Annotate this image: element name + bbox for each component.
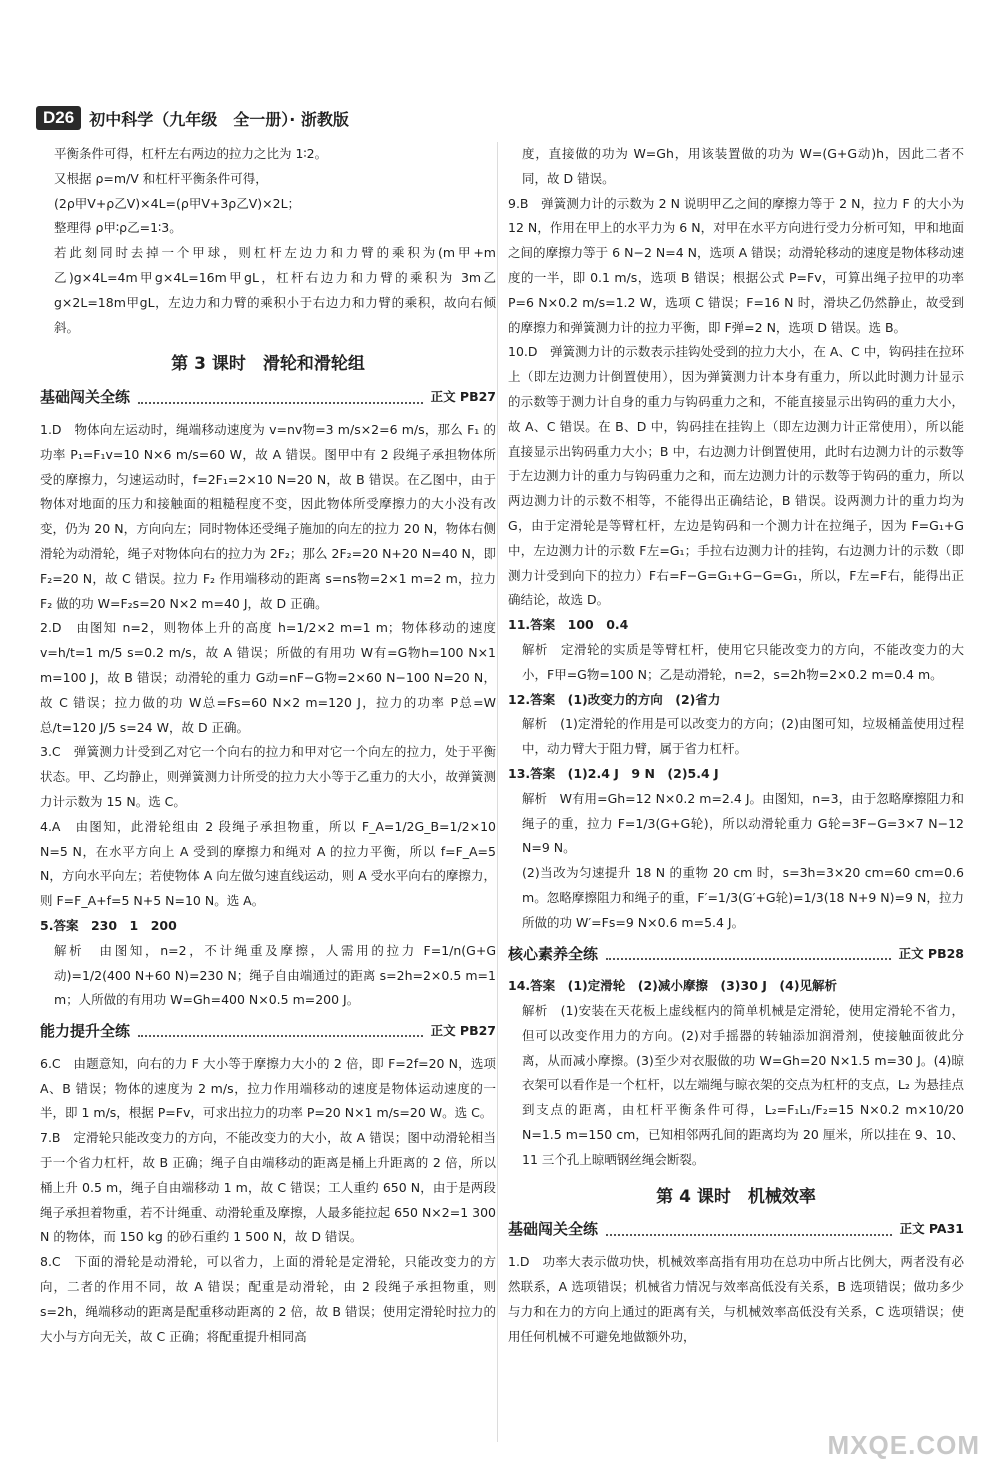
- question-9: 9.B 弹簧测力计的示数为 2 N 说明甲乙之间的摩擦力等于 2 N，拉力 F 的大小为 12 N，作用在甲上的水平力为 6 N，对甲在水平方向进行受力分析可知，甲和地面之间的摩擦力等于 6 N−2 N=4 N，选项 A 错误；动滑轮移动的速度是物体移动速度的一半，即 0.1 m/s，选项 B 错误；根据公式 P=Fv，可算出绳子拉甲的功率 P=6 N×0.2 m/s=1.2 W，选项 C 错误；F=16 N 时，滑块乙仍然静止，故受到的摩擦力和弹簧测力计的拉力平衡，即 F弹=2 N，选项 D 错误。选 B。: [508, 195, 964, 335]
- question-7: 7.B 定滑轮只能改变力的方向，不能改变力的大小，故 A 错误；图中动滑轮相当于一个省力杠杆，故 B 正确；绳子自由端移动的距离是桶上升距离的 2 倍，所以桶上升 0.5 m，绳子自由端移动 1 m，故 C 错误；工人重约 650 N，由于是两段绳子承担着物重，若不计绳重、动滑轮重及摩擦，人最多能拉起 650 N×2=1 300 N 的物体，而 150 kg 的砂石重约 1 500 N，故 D 错误。: [40, 1130, 496, 1245]
- lesson-title: 第 4 课时 机械效率: [656, 1186, 816, 1207]
- question-1: 1.D 物体向左运动时，绳端移动速度为 v=nv物=3 m/s×2=6 m/s，那么 F₁ 的功率 P₁=F₁v=10 N×6 m/s=60 W，故 A 错误。图甲中有 2 段绳子承担物体所受的摩擦力，匀速运动时，f=2F₁=2×10 N=20 N，故 B 错误。在乙图中，由于物体对地面的压力和接触面的粗糙程度不变，因此物体所受摩擦力的大小没有改变，仍为 20 N，方向向左；同时物体还受绳子施加的向左的拉力 20 N，物体右侧滑轮为动滑轮，绳子对物体向右的拉力为 2F₂；那么 2F₂=20 N+20 N=40 N，即 F₂=20 N，故 C 错误。拉力 F₂ 作用端移动的距离 s=ns物=2×1 m=2 m，拉力 F₂ 做的功 W=F₂s=20 N×2 m=40 J，故 D 正确。: [40, 421, 496, 611]
- intro-line: 又根据 ρ=m/V 和杠杆平衡条件可得，: [54, 170, 268, 186]
- question-13-explanation-2: (2)当改为匀速提升 18 N 的重物 20 cm 时，s=3h=3×20 cm=60 cm=0.6 m。忽略摩擦阻力和绳子的重，F′=1/3(G′+G轮)=1/3(18 N+9 N)=9 N，拉力所做的功 W′=Fs=9 N×0.6 m=5.4 J。: [522, 865, 964, 930]
- column-divider: [497, 142, 498, 1442]
- question-12-answer: 12.答案 (1)改变力的方向 (2)省力: [508, 691, 721, 707]
- section-dots: [138, 392, 423, 404]
- question-13-answer: 13.答案 (1)2.4 J 9 N (2)5.4 J: [508, 765, 719, 781]
- section-dots: [138, 1025, 423, 1037]
- intro-line: 平衡条件可得，杠杆左右两边的拉力之比为 1∶2。: [54, 146, 328, 161]
- question-5-answer: 5.答案 230 1 200: [40, 917, 177, 933]
- intro-line: 若此刻同时去掉一个甲球，则杠杆左边力和力臂的乘积为(m甲+m乙)g×4L=4m甲g×4L=16m甲gL，杠杆右边力和力臂的乘积为 3m乙g×2L=18m甲gL，左边力和力臂的乘积小于右边力和力臂的乘积，故向右倾斜。: [54, 245, 496, 335]
- question-11-explanation: 解析 定滑轮的实质是等臂杠杆，使用它只能改变力的方向，不能改变力的大小，F甲=G物=100 N；乙是动滑轮，n=2，s=2h物=2×0.2 m=0.4 m。: [522, 641, 964, 682]
- lesson-title: 第 3 课时 滑轮和滑轮组: [171, 354, 365, 375]
- question-11-answer: 11.答案 100 0.4: [508, 617, 629, 633]
- section-header: [40, 1019, 496, 1044]
- section-dots: [606, 948, 891, 960]
- question-8-continued: 度，直接做的功为 W=Gh，用该装置做的功为 W=(G+G动)h，因此二者不同，故 D 错误。: [522, 146, 964, 186]
- right-column: [508, 142, 964, 1349]
- question-14-explanation: 解析 (1)安装在天花板上虚线框内的简单机械是定滑轮，使用定滑轮不省力，但可以改变作用力的方向。(2)对手摇器的转轴添加润滑剂，使接触面彼此分离，从而减小摩擦。(3)至少对衣服做的功 W=Gh=20 N×1.5 m=30 J。(4)晾衣架可以看作是一个杠杆，以左端绳与晾衣架的交点为杠杆的支点，L₂ 为悬挂点到支点的距离，由杠杆平衡条件可得，L₂=F₁L₁/F₂=15 N×0.2 m×10/20 N=1.5 m=150 cm，已知相邻两孔间的距离均为 20 厘米，所以挂在 9、10、11 三个孔上晾晒钢丝绳会断裂。: [522, 1003, 964, 1167]
- watermark: MXQE.COM: [827, 1430, 980, 1460]
- question-l4-1: 1.D 功率大表示做功快，机械效率高指有用功在总功中所占比例大，两者没有必然联系，A 选项错误；机械省力情况与效率高低没有关系，B 选项错误；做功多少与力和在力的方向上通过的距离有关，与机械效率高低没有关系，C 选项错误；使用任何机械不可避免地做额外功，: [508, 1254, 964, 1344]
- question-10: 10.D 弹簧测力计的示数表示挂钩处受到的拉力大小，在 A、C 中，钩码挂在拉环上（即左边测力计倒置使用），因为弹簧测力计本身有重力，所以此时测力计显示的示数等于测力计自身的重力与钩码重力之和，不能直接显示出钩码的重力大小，故 A、C 错误。在 B、D 中，钩码挂在挂钩上（即左边测力计正常使用），所以能直接显示出钩码重力大小；B 中，右边测力计倒置使用，此时右边测力计的示数等于左边测力计的重力与钩码重力之和，而左边测力计的示数等于钩码的重力，所以两边测力计的示数不相等，不能得出正确结论，B 错误。设两测力计的重力均为 G，由于定滑轮是等臂杠杆，左边是钩码和一个测力计在拉绳子，因为 F=G₁+G 中，左边测力计的示数 F左=G₁；手拉右边测力计的挂钩，右边测力计的示数（即测力计受到向下的拉力）F右=F−G=G₁+G−G=G₁，所以，F左=F右，能得出正确结论，故选 D。: [508, 344, 964, 608]
- section-title: 基础闯关全练: [508, 1220, 599, 1239]
- book-title: 初中科学（九年级 全一册）· 浙教版: [89, 109, 349, 129]
- question-5-explanation: 解析 由图知，n=2，不计绳重及摩擦，人需用的拉力 F=1/n(G+G动)=1/2(400 N+60 N)=230 N；绳子自由端通过的距离 s=2h=2×0.5 m=1 m；人所做的有用功 W=Gh=400 N×0.5 m=200 J。: [54, 942, 496, 1008]
- left-column: [40, 142, 496, 1349]
- section-ref: 正文 PB27: [430, 389, 496, 405]
- section-title: 核心素养全练: [508, 944, 599, 963]
- section-header: [40, 385, 496, 410]
- question-2: 2.D 由图知 n=2，则物体上升的高度 h=1/2×2 m=1 m；物体移动的速度 v=h/t=1 m/5 s=0.2 m/s，故 A 错误；所做的有用功 W有=G物h=100 N×1 m=100 J，故 B 错误；动滑轮的重力 G动=nF−G物=2×60 N−100 N=20 N，故 C 错误；拉力做的功 W总=Fs=60 N×2 m=120 J，拉力的功率 P总=W总/t=120 J/5 s=24 W，故 D 正确。: [40, 620, 496, 735]
- question-4: 4.A 由图知，此滑轮组由 2 段绳子承担物重，所以 F_A=1/2G_B=1/2×10 N=5 N，在水平方向上 A 受到的摩擦力和绳对 A 的拉力平衡，所以 f=F_A=5 N，方向水平向左；若使物体 A 向左做匀速直线运动，则 A 受水平向右的摩擦力，则 F=F_A+f=5 N+5 N=10 N。选 A。: [40, 818, 496, 909]
- question-8: 8.C 下面的滑轮是动滑轮，可以省力，上面的滑轮是定滑轮，只能改变力的方向，二者的作用不同，故 A 错误；配重是动滑轮，由 2 段绳子承担物重，则 s=2h，绳端移动的距离是配重移动距离的 2 倍，故 B 错误；使用定滑轮时拉力的大小与方向无关，故 C 正确；将配重提升相同高: [40, 1254, 496, 1344]
- page-header: [36, 104, 349, 132]
- question-3: 3.C 弹簧测力计受到乙对它一个向右的拉力和甲对它一个向左的拉力，处于平衡状态。甲、乙均静止，则弹簧测力计所受的拉力大小等于乙重力的大小，故弹簧测力计示数为 15 N。选 C。: [40, 744, 496, 809]
- section-ref: 正文 PB27: [430, 1023, 496, 1039]
- section-dots: [606, 1224, 892, 1236]
- intro-line: (2ρ甲V+ρ乙V)×4L=(ρ甲V+3ρ乙V)×2L；: [54, 195, 301, 211]
- section-header: [508, 1217, 964, 1242]
- section-ref: 正文 PA31: [899, 1221, 964, 1237]
- section-header: [508, 942, 964, 967]
- section-title: 基础闯关全练: [40, 388, 131, 407]
- section-title: 能力提升全练: [40, 1022, 131, 1041]
- question-13-explanation: 解析 W有用=Gh=12 N×0.2 m=2.4 J。由图知，n=3，由于忽略摩擦阻力和绳子的重，拉力 F=1/3(G+G轮)，所以动滑轮重力 G轮=3F−G=3×7 N−12 N=9 N。: [522, 790, 964, 856]
- section-ref: 正文 PB28: [898, 945, 964, 961]
- page-number: D26: [36, 106, 81, 130]
- question-12-explanation: 解析 (1)定滑轮的作用是可以改变力的方向；(2)由图可知，垃圾桶盖使用过程中，动力臂大于阻力臂，属于省力杠杆。: [522, 716, 964, 757]
- intro-line: 整理得 ρ甲∶ρ乙=1∶3。: [54, 220, 182, 236]
- question-14-answer: 14.答案 (1)定滑轮 (2)减小摩擦 (3)30 J (4)见解析: [508, 978, 838, 994]
- question-6: 6.C 由题意知，向右的力 F 大小等于摩擦力大小的 2 倍，即 F=2f=20 N，选项 A、B 错误；物体的速度为 2 m/s，拉力作用端移动的速度是物体运动速度的一半，即 1 m/s，根据 P=Fv，可求出拉力的功率 P=20 N×1 m/s=20 W。选 C。: [40, 1055, 496, 1121]
